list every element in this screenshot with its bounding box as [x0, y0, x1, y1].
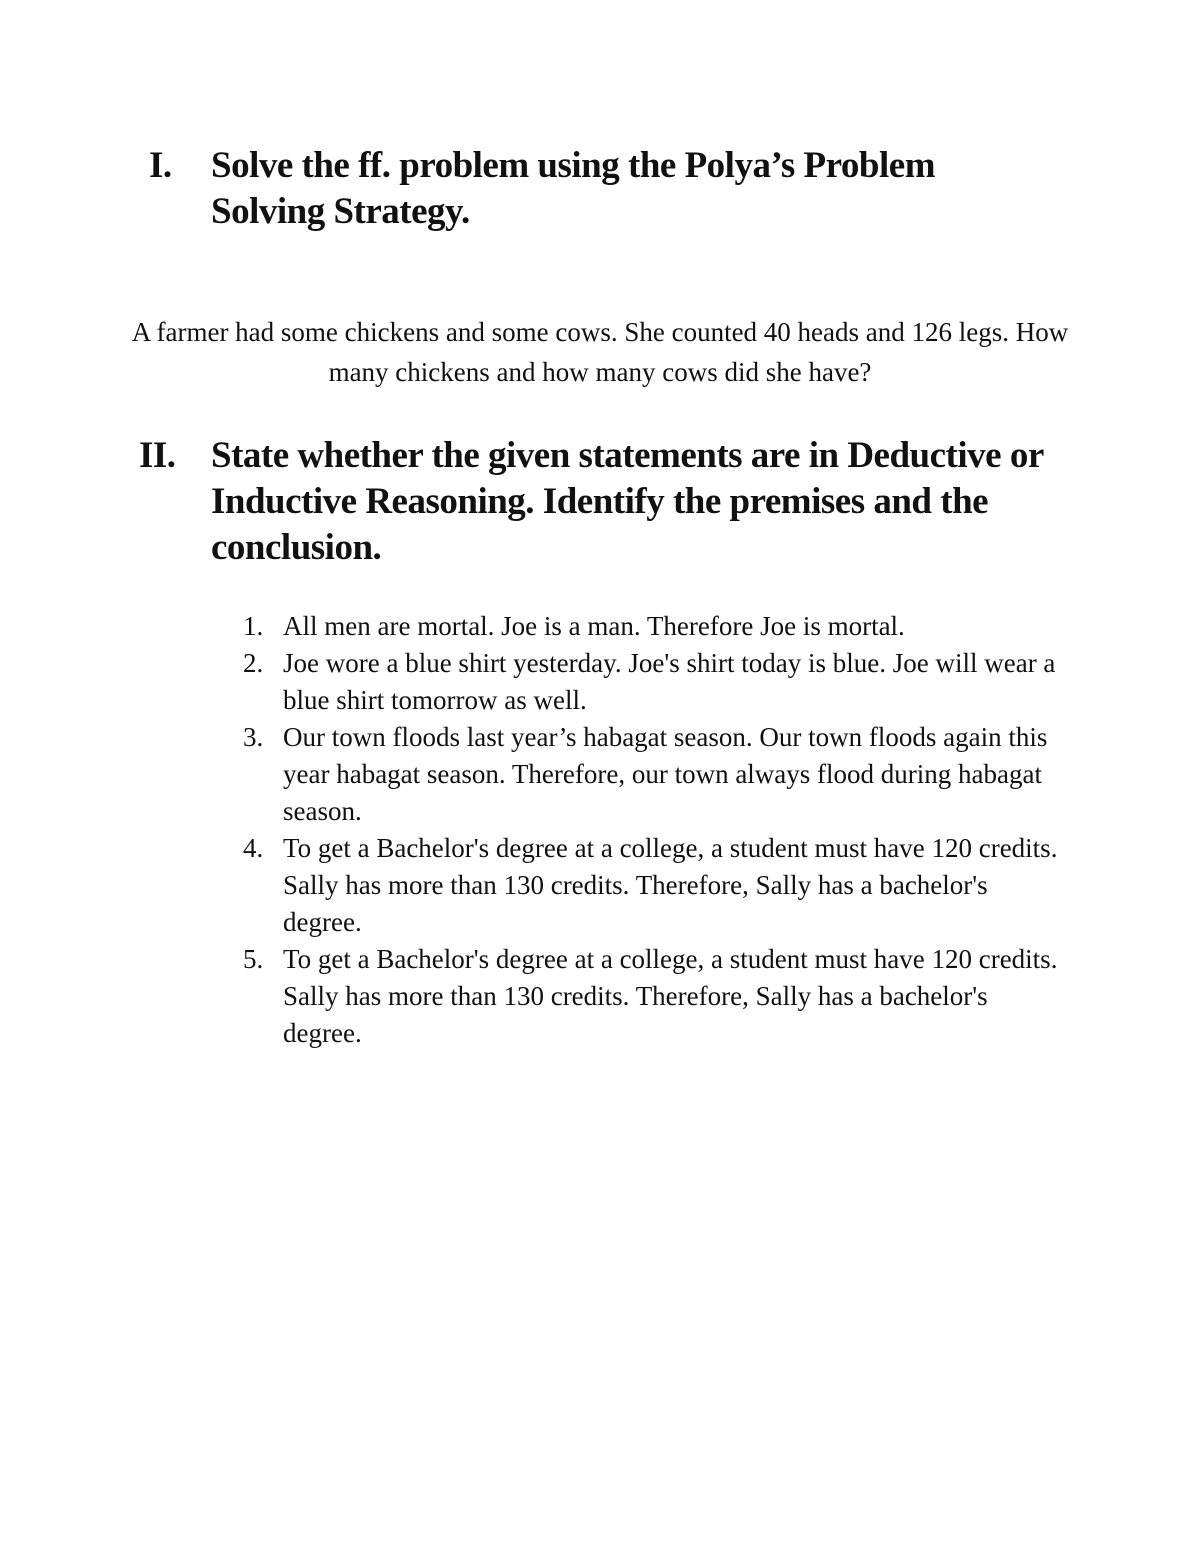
list-item: [243, 719, 1063, 830]
list-item: [243, 830, 1063, 941]
list-item: [243, 645, 1063, 719]
section-two-heading: [139, 433, 1059, 571]
list-item-number: 3.: [243, 722, 264, 752]
problem-statement: A farmer had some chickens and some cows. She counted 40 heads and 126 legs. How many chickens and how many cows did she have?: [131, 317, 1069, 387]
list-item-text: To get a Bachelor's degree at a college, a student must have 120 credits. Sally has more than 130 credits. Therefore, Sally has a bachelor's degree.: [283, 944, 1058, 1048]
list-item: [243, 608, 1063, 645]
list-item-number: 5.: [243, 944, 264, 974]
section-two-numeral: II.: [139, 435, 176, 476]
list-item-number: 1.: [243, 611, 264, 641]
list-item-number: 2.: [243, 648, 264, 678]
list-item: [243, 941, 1063, 1052]
list-item-text: Our town floods last year’s habagat season. Our town floods again this year habagat season. Therefore, our town always flood during habagat season.: [283, 722, 1048, 826]
list-item-text: To get a Bachelor's degree at a college, a student must have 120 credits. Sally has more than 130 credits. Therefore, Sally has a bachelor's degree.: [283, 833, 1058, 937]
section-one-heading: [149, 143, 1049, 235]
section-two-heading-text: State whether the given statements are in Deductive or Inductive Reasoning. Identify the premises and the conclusion.: [211, 435, 1044, 568]
section-one-heading-text: Solve the ff. problem using the Polya’s Problem Solving Strategy.: [211, 145, 936, 232]
section-one-numeral: I.: [149, 145, 172, 186]
statement-list: [243, 608, 1063, 1052]
list-item-text: All men are mortal. Joe is a man. Therefore Joe is mortal.: [283, 611, 905, 641]
list-item-number: 4.: [243, 833, 264, 863]
list-item-text: Joe wore a blue shirt yesterday. Joe's shirt today is blue. Joe will wear a blue shirt tomorrow as well.: [283, 648, 1056, 715]
